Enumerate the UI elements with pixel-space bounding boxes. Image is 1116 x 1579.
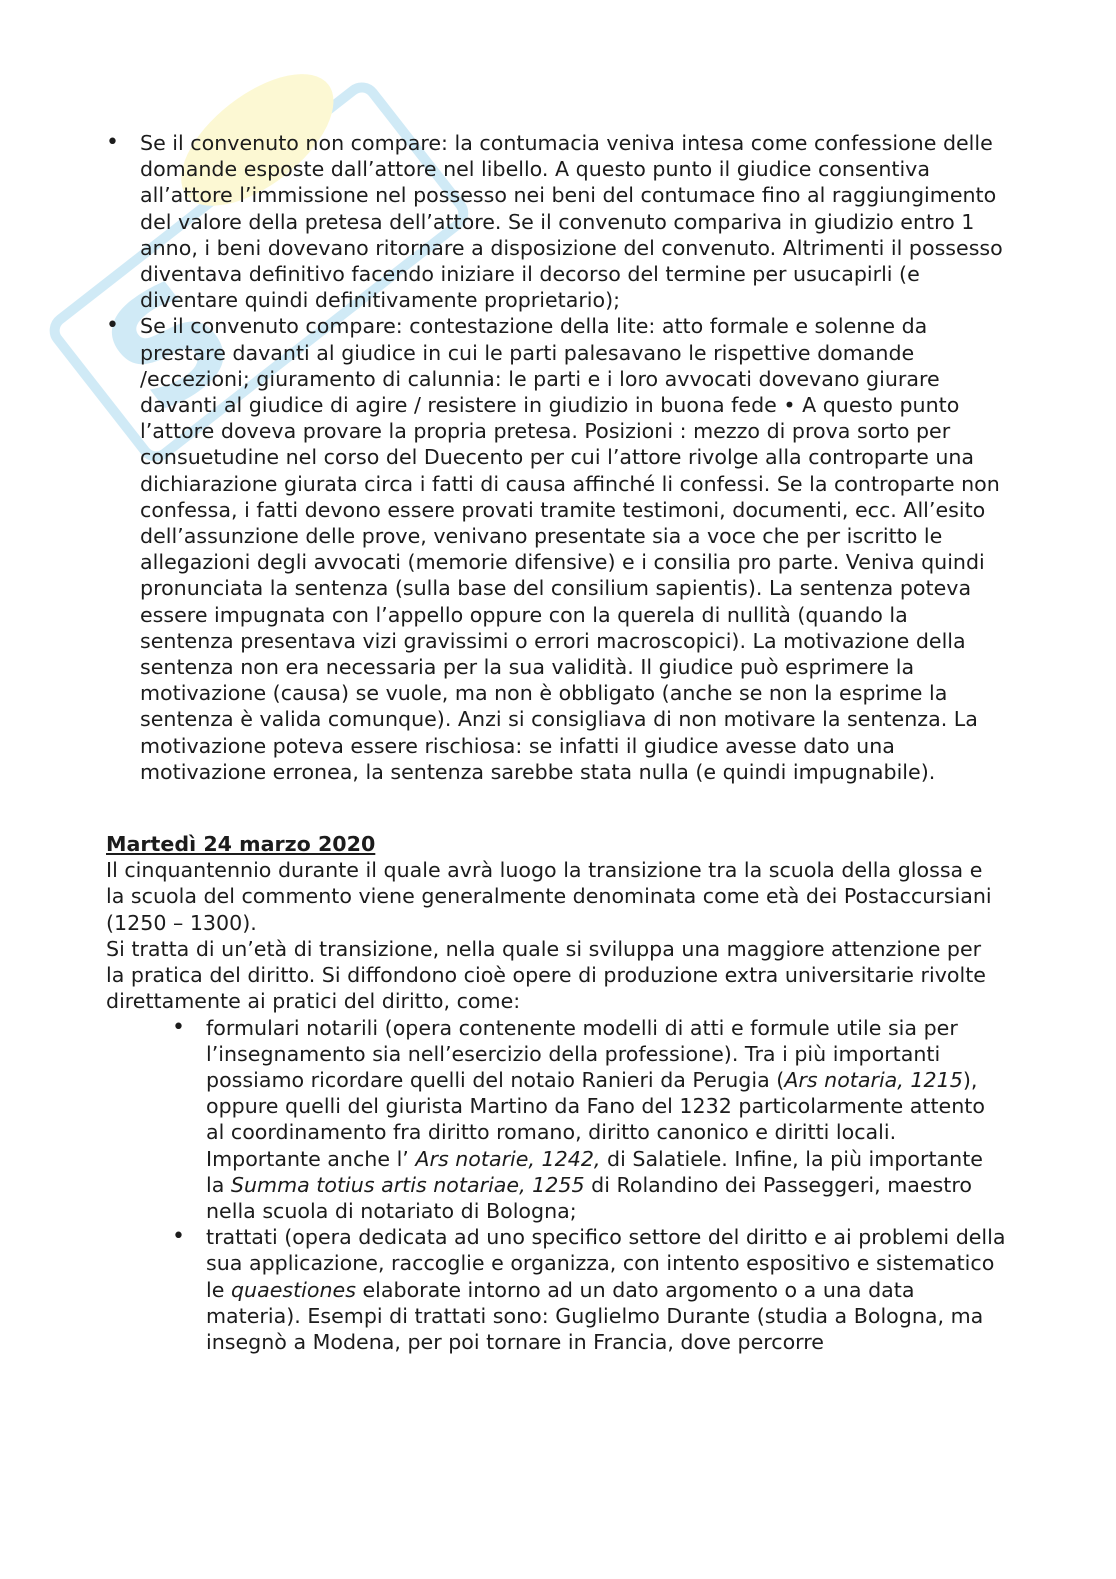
- procedure-bullet-list: [106, 130, 1006, 785]
- list-item: • Se il convenuto non compare: la contumacia veniva intesa come confessione delle domande esposte dall’attore nel libello. A questo punto il giudice consentiva all’attore l’immissione nel possesso nei beni del contumace fino al raggiungimento del valore della pretesa dell’attore. Se il convenuto compariva in giudizio entro 1 anno, i beni dovevano ritornare a disposizione del convenuto. Altrimenti il possesso diventava definitivo facendo iniziare il decorso del termine per usucapirli (e diventare quindi definitivamente proprietario);: [106, 130, 1006, 313]
- text-run: di Salatiele. Infine, la più importante la: [206, 1146, 983, 1197]
- text-run: di Rolandino dei Passeggeri, maestro nella scuola di notariato di Bologna;: [206, 1172, 972, 1223]
- italic-title: Summa totius artis notariae, 1255: [230, 1172, 585, 1197]
- section-heading: Martedì 24 marzo 2020: [106, 832, 376, 857]
- italic-title: Ars notaria, 1215: [784, 1067, 963, 1092]
- text-run: formulari notarili (opera contenente modelli di atti e formule utile sia per l’insegnamento sia nell’esercizio della professione). Tra i più importanti possiamo ricordare quelli del notaio Ranieri da Perugia (: [206, 1015, 958, 1092]
- paragraph: Si tratta di un’età di transizione, nella quale si sviluppa una maggiore attenzione per la pratica del diritto. Si diffondono cioè opere di produzione extra universitarie rivolte direttamente ai pratici del diritto, come:: [106, 936, 986, 1014]
- works-bullet-list: [172, 1015, 1006, 1356]
- italic-title: Ars notarie, 1242,: [415, 1146, 601, 1171]
- list-item: [172, 1224, 1006, 1355]
- svg-text:S: S: [73, 244, 267, 449]
- text-run: ), oppure quelli del giurista Martino da Fano del 1232 particolarmente attento al coordinamento fra diritto romano, diritto canonico e diritti locali. Importante anche l’: [206, 1067, 985, 1171]
- paragraph: Il cinquantennio durante il quale avrà luogo la transizione tra la scuola della glossa e la scuola del commento viene generalmente denominata come età dei Postaccursiani (1250 – 1300).: [106, 858, 992, 935]
- list-item: • Se il convenuto compare: contestazione della lite: atto formale e solenne da prestare davanti al giudice in cui le parti palesavano le rispettive domande /eccezioni; giuramento di calunnia: le parti e i loro avvocati dovevano giurare davanti al giudice di agire / resistere in giudizio in buona fede • A questo punto l’attore doveva provare la propria pretesa. Posizioni : mezzo di prova sorto per consuetudine nel corso del Duecento per cui l’attore rivolge alla controparte una dichiarazione giurata circa i fatti di causa affinché li confessi. Se la controparte non confessa, i fatti devono essere provati tramite testimoni, documenti, ecc. All’esito dell’assunzione delle prove, venivano presentate sia a voce che per iscritto le allegazioni degli avvocati (memorie difensive) e i consilia pro parte. Veniva quindi pronunciata la sentenza (sulla base del consilium sapientis). La sentenza poteva essere impugnata con l’appello oppure con la querela di nullità (quando la sentenza presentava vizi gravissimi o errori macroscopici). La motivazione della sentenza non era necessaria per la sua validità. Il giudice può esprimere la motivazione (causa) se vuole, ma non è obbligato (anche se non la esprime la sentenza è valida comunque). Anzi si consigliava di non motivare la sentenza. La motivazione poteva essere rischiosa: se infatti il giudice avesse dato una motivazione erronea, la sentenza sarebbe stata nulla (e quindi impugnabile).: [106, 313, 1006, 785]
- list-item: [172, 1015, 1006, 1225]
- text-run: trattati (opera dedicata ad uno specifico settore del diritto e ai problemi della sua applicazione, raccoglie e organizza, con intento espositivo e sistematico le: [206, 1225, 1006, 1302]
- text-run: elaborate intorno ad un dato argomento o a una data materia). Esempi di trattati sono: Guglielmo Durante (studia a Bologna, ma insegnò a Modena, per poi tornare in Francia, dove percorre: [206, 1277, 984, 1354]
- document-page: [106, 130, 1006, 1355]
- italic-term: quaestiones: [230, 1277, 356, 1302]
